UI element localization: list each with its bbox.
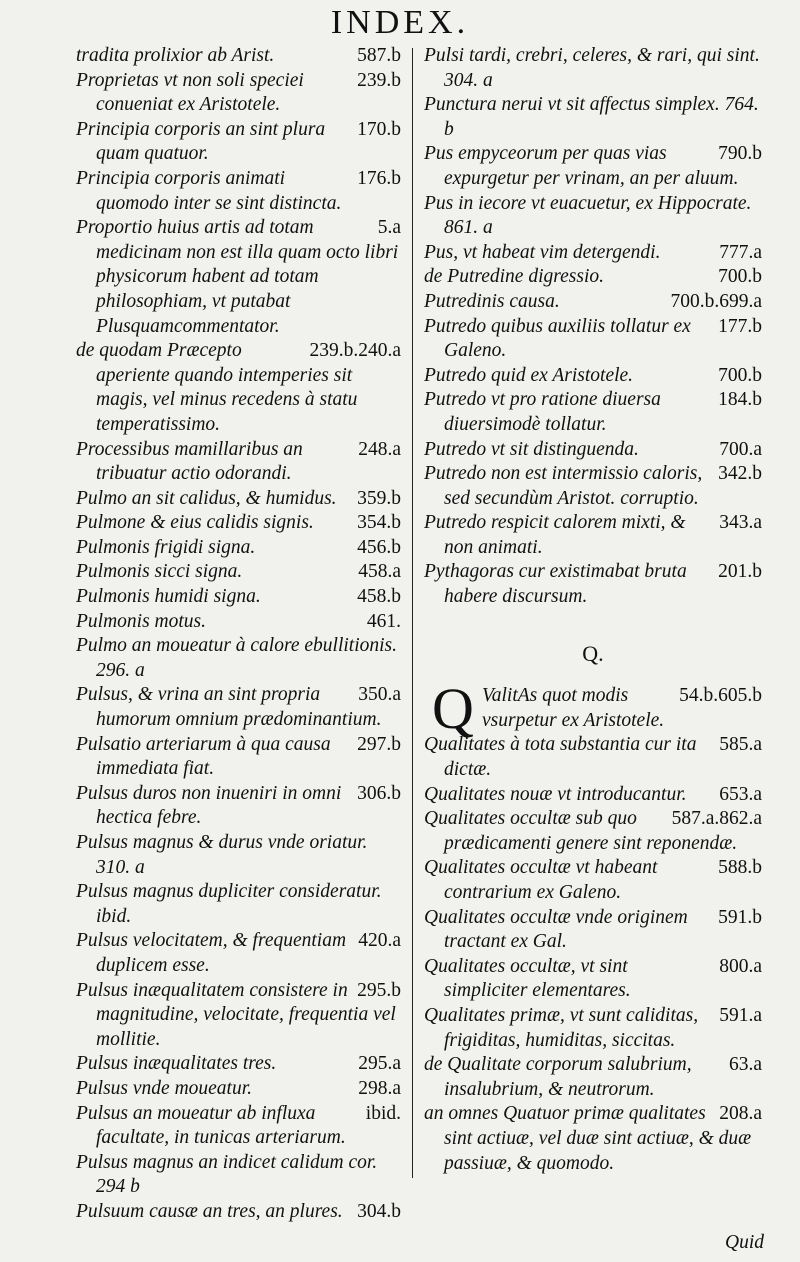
index-entry <box>424 290 762 315</box>
entry-page: 295.a <box>358 1053 401 1075</box>
index-entry <box>76 339 401 437</box>
entry-page: 420.a <box>358 930 401 952</box>
index-entry <box>424 955 762 1004</box>
entry-page: 458.a <box>358 561 401 583</box>
index-entry <box>424 44 762 93</box>
entry-page: 456.b <box>357 536 401 558</box>
index-entry <box>424 906 762 955</box>
entry-text: tradita prolixior ab Arist. <box>76 45 275 66</box>
index-entry <box>76 69 401 118</box>
index-entry <box>76 979 401 1053</box>
entry-text: an omnes Quatuor primæ qualitates sint actiuæ, vel duæ sint actiuæ, & duæ passiuæ, & quomodo. <box>424 1103 752 1174</box>
entry-page: 359.b <box>357 487 401 509</box>
entry-page: 587.b <box>357 45 401 66</box>
index-entry <box>76 733 401 782</box>
index-entry <box>424 315 762 364</box>
index-entry <box>76 929 401 978</box>
entry-page: 63.a <box>728 1054 762 1076</box>
entry-page: 700.b.699.a <box>670 290 762 312</box>
index-entry <box>76 1077 401 1102</box>
entry-text: Pulmo an sit calidus, & humidus. <box>76 487 337 509</box>
entry-page: 239.b.240.a <box>309 340 401 362</box>
entry-page: 176.b <box>357 167 401 189</box>
index-entry <box>424 364 762 389</box>
index-entry <box>76 634 401 683</box>
q-first-entry <box>424 676 762 742</box>
entry-text: Pus in iecore vt euacuetur, ex Hippocrate. 861. a <box>424 192 752 239</box>
entry-page: 461. <box>366 610 401 632</box>
entry-page: 208.a <box>719 1103 762 1125</box>
entry-text: Pulsus an moueatur ab influxa facultate, in tunicas arteriarum. <box>76 1102 346 1149</box>
index-entry <box>76 118 401 167</box>
entry-page: 297.b <box>357 733 401 755</box>
index-entry <box>76 560 401 585</box>
entry-page: 700.b <box>718 266 762 288</box>
entry-page: 248.a <box>358 438 401 460</box>
entry-text: Putredo vt sit distinguenda. <box>424 438 639 460</box>
entry-text: Principia corporis animati quomodo inter se sint distincta. <box>76 167 342 214</box>
entry-page: 790.b <box>718 143 762 165</box>
index-entry <box>424 733 762 782</box>
entry-page: 591.b <box>718 906 762 928</box>
entry-text: Qualitates primæ, vt sunt caliditas, frigiditas, humiditas, siccitas. <box>424 1004 699 1051</box>
entry-text: Pulsus, & vrina an sint propria humorum omnium prædominantium. <box>76 684 382 731</box>
entry-text: Pus, vt habeat vim detergendi. <box>424 241 661 263</box>
entry-page: 342.b <box>718 463 762 485</box>
entry-page: 458.b <box>357 586 401 608</box>
entry-page: 170.b <box>357 118 401 140</box>
entry-page: 653.a <box>719 783 762 805</box>
entry-page: 343.a <box>719 512 762 534</box>
entry-page: 54.b.605.b <box>679 685 762 707</box>
index-entry <box>424 1004 762 1053</box>
entry-text: Qualitates à tota substantia cur ita dictæ. <box>424 734 697 781</box>
entry-text: Pulmonis frigidi signa. <box>76 536 256 558</box>
index-entry <box>424 783 762 808</box>
index-entry <box>76 782 401 831</box>
page-header: INDEX. <box>330 4 470 41</box>
entry-page: 585.a <box>719 734 762 756</box>
entry-text: Pulsus magnus & durus vnde oriatur. 310. a <box>76 832 368 878</box>
index-entry <box>76 1052 401 1077</box>
entry-text: Pulsus inæqualitatem consistere in magnitudine, velocitate, frequentia vel mollitie. <box>76 979 396 1050</box>
index-entry <box>424 241 762 266</box>
entry-text: Pulsuum causæ an tres, an plures. <box>76 1200 343 1222</box>
index-entry <box>424 856 762 905</box>
index-entry <box>76 487 401 512</box>
index-entry <box>76 831 401 880</box>
entry-text: Pulsatio arteriarum à qua causa immediata fiat. <box>76 733 331 780</box>
entry-text: Pulsi tardi, crebri, celeres, & rari, qui sint. 304. a <box>424 45 760 91</box>
entry-text: Pus empyceorum per quas vias expurgetur per vrinam, an per aluum. <box>424 143 739 189</box>
entry-text: de quodam Præcepto aperiente quando intemperies sit magis, vel minus recedens à statu temperatissimo. <box>76 340 358 435</box>
entry-text: Qualitates occultæ, vt sint simpliciter elementares. <box>424 955 631 1002</box>
left-column <box>76 44 401 1225</box>
entry-text: Pulmone & eius calidis signis. <box>76 512 314 534</box>
entry-page: 184.b <box>718 389 762 411</box>
entry-text: Pulsus duros non inueniri in omni hectica febre. <box>76 782 342 829</box>
index-entry <box>424 560 762 609</box>
entry-text: Putredo quid ex Aristotele. <box>424 364 634 386</box>
drop-cap-q: Q <box>432 676 474 742</box>
index-entry <box>76 511 401 536</box>
entry-text: Proportio huius artis ad totam medicinam non est illa quam octo libri physicorum habent ad totam philosophiam, vt putabat Plusquamcommentator. <box>76 217 399 337</box>
index-entry <box>424 438 762 463</box>
entry-text: Principia corporis an sint plura quam quatuor. <box>76 118 326 165</box>
entry-page: 298.a <box>358 1077 401 1099</box>
index-entry <box>76 683 401 732</box>
entry-text: Pulsus vnde moueatur. <box>76 1077 253 1099</box>
entry-text: Pulmonis motus. <box>76 610 207 632</box>
entry-page: 587.a.862.a <box>671 808 762 830</box>
entry-text: Qualitates occultæ vt habeant contrarium ex Galeno. <box>424 857 658 903</box>
index-entry <box>76 167 401 216</box>
entry-page: 777.a <box>719 241 762 263</box>
entry-text: ValitAs quot modis vsurpetur ex Aristotele. <box>482 685 665 731</box>
entry-text: Punctura nerui vt sit affectus simplex. 764. b <box>424 94 759 140</box>
entry-page: ibid. <box>365 1102 401 1124</box>
entry-text: Pulsus inæqualitates tres. <box>76 1053 277 1075</box>
index-entry <box>424 388 762 437</box>
index-entry <box>424 93 762 142</box>
entry-page: 201.b <box>718 561 762 583</box>
section-letter-q: Q. <box>582 640 604 666</box>
entry-page: 700.a <box>719 438 762 460</box>
entry-page: 350.a <box>358 684 401 706</box>
entry-text: Pulmonis humidi signa. <box>76 586 261 608</box>
index-entry <box>424 511 762 560</box>
index-entry <box>424 462 762 511</box>
entry-page: 295.b <box>357 979 401 1001</box>
index-entry <box>76 880 401 929</box>
index-entry <box>424 1102 762 1176</box>
catchword: Quid <box>725 1232 764 1253</box>
entry-page: 588.b <box>718 857 762 879</box>
entry-page: 354.b <box>357 512 401 534</box>
index-entry <box>76 1151 401 1200</box>
entry-text: Putredo respicit calorem mixti, & non animati. <box>424 512 686 558</box>
entry-text: Pulmonis sicci signa. <box>76 561 243 583</box>
entry-page: 306.b <box>357 782 401 804</box>
entry-text: Putredo non est intermissio caloris, sed secundùm Aristot. corruptio. <box>424 463 703 509</box>
index-entry <box>424 142 762 191</box>
entry-text: Pulsus magnus dupliciter consideratur. ibid. <box>76 881 382 927</box>
entry-page: 5.a <box>377 217 401 239</box>
entry-text: Putredinis causa. <box>424 290 560 312</box>
index-entry <box>424 807 762 856</box>
index-entry <box>76 585 401 610</box>
index-entry <box>76 610 401 635</box>
entry-text: Proprietas vt non soli speciei conueniat ex Aristotele. <box>76 69 304 116</box>
entry-page: 591.a <box>719 1004 762 1026</box>
entry-page: 700.b <box>718 364 762 386</box>
entry-page: 177.b <box>718 315 762 337</box>
index-entry <box>76 1200 401 1225</box>
index-entry <box>76 44 401 69</box>
entry-text: Qualitates occultæ sub quo prædicamenti genere sint reponendæ. <box>424 808 738 854</box>
right-column <box>424 44 762 1176</box>
index-entry <box>76 216 401 339</box>
entry-text: Pythagoras cur existimabat bruta habere discursum. <box>424 561 687 608</box>
index-entry <box>424 1053 762 1102</box>
entry-page: 800.a <box>719 955 762 977</box>
entry-text: Qualitates occultæ vnde originem tractant ex Gal. <box>424 906 688 953</box>
entry-text: Pulsus magnus an indicet calidum cor. 294 b <box>76 1151 378 1198</box>
entry-page: 239.b <box>357 69 401 91</box>
index-entry <box>424 265 762 290</box>
entry-text: Processibus mamillaribus an tribuatur actio odorandi. <box>76 438 303 485</box>
entry-text: Putredo quibus auxiliis tollatur ex Galeno. <box>424 315 691 362</box>
column-divider <box>412 48 413 1178</box>
entry-text: Pulsus velocitatem, & frequentiam duplicem esse. <box>76 930 347 976</box>
entry-text: Pulmo an moueatur à calore ebullitionis. 296. a <box>76 635 397 681</box>
entry-page: 304.b <box>357 1200 401 1222</box>
index-entry <box>76 536 401 561</box>
index-entry <box>76 1102 401 1151</box>
index-entry <box>424 192 762 241</box>
entry-text: Putredo vt pro ratione diuersa diuersimodè tollatur. <box>424 389 661 435</box>
entry-text: Qualitates nouæ vt introducantur. <box>424 783 687 805</box>
index-entry <box>76 438 401 487</box>
entry-text: de Putredine digressio. <box>424 266 604 288</box>
entry-text: de Qualitate corporum salubrium, insalubrium, & neutrorum. <box>424 1054 692 1100</box>
